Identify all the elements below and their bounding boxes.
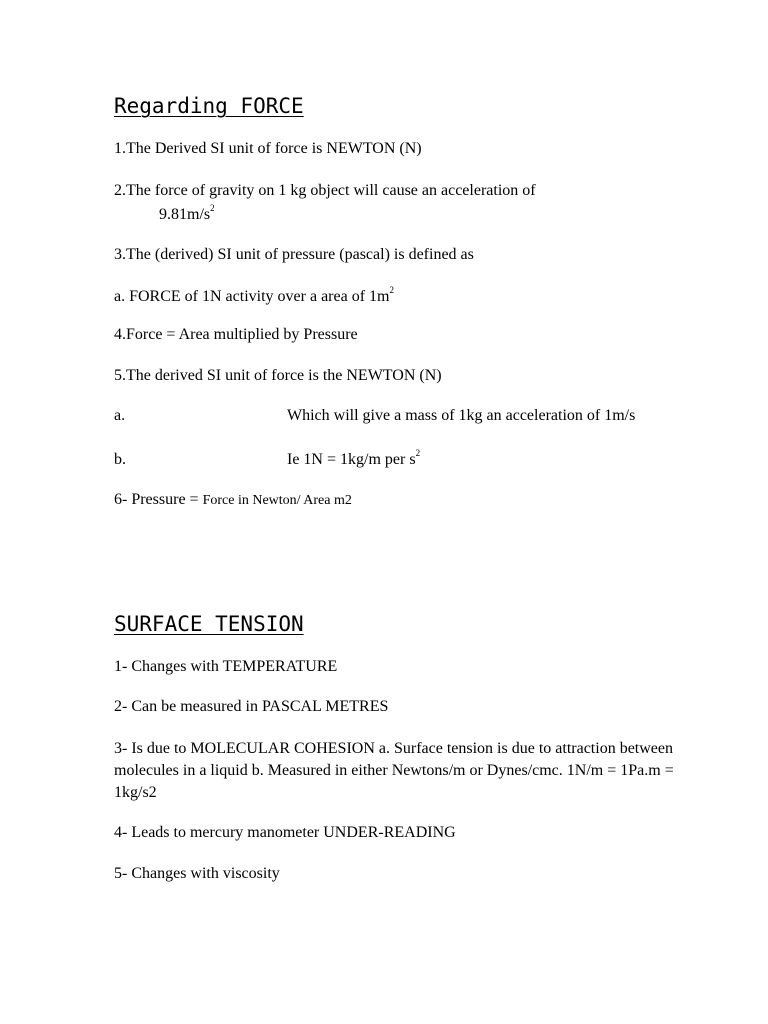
surface-tension-item-3: 3- Is due to MOLECULAR COHESION a. Surface tension is due to attraction between molecules in a liquid b. Measured in either Newtons/m or Dynes/cmc. 1N/m = 1Pa.m = 1kg/s2 (114, 740, 674, 801)
force-item-2-value (159, 205, 215, 226)
force-item-3a-text: a. FORCE of 1N activity over a area of 1m (114, 288, 390, 305)
force-item-5b-text-wrap (287, 450, 420, 471)
force-item-5b-text: Ie 1N = 1kg/m per s (287, 451, 416, 468)
force-item-5: 5.The derived SI unit of force is the NEWTON (N) (114, 367, 442, 384)
pressure-formula: Force in Newton/ Area m2 (202, 493, 352, 508)
force-item-1: 1.The Derived SI unit of force is NEWTON (N) (114, 140, 422, 157)
force-item-3a (114, 287, 394, 308)
surface-tension-item-1: 1- Changes with TEMPERATURE (114, 658, 338, 675)
force-item-3: 3.The (derived) SI unit of pressure (pascal) is defined as (114, 246, 474, 263)
superscript: 2 (415, 448, 421, 458)
heading-regarding-force: Regarding FORCE (114, 94, 304, 118)
superscript: 2 (389, 285, 394, 295)
force-item-4: 4.Force = Area multiplied by Pressure (114, 326, 358, 343)
force-item-2: 2.The force of gravity on 1 kg object will cause an acceleration of (114, 182, 536, 199)
force-item-6-prefix: 6- Pressure = (114, 491, 199, 508)
force-item-5b (114, 448, 421, 470)
superscript: 2 (210, 203, 215, 213)
heading-surface-tension: SURFACE TENSION (114, 612, 304, 636)
list-marker: b. (114, 451, 126, 468)
acceleration-value: 9.81m/s (159, 206, 211, 223)
force-item-5a-text: Which will give a mass of 1kg an acceleration of 1m/s (287, 407, 636, 424)
surface-tension-item-4: 4- Leads to mercury manometer UNDER-READING (114, 824, 456, 841)
surface-tension-item-5: 5- Changes with viscosity (114, 865, 280, 882)
surface-tension-item-2: 2- Can be measured in PASCAL METRES (114, 698, 389, 715)
list-marker: a. (114, 407, 126, 424)
force-item-6 (114, 490, 352, 511)
force-item-5a (114, 406, 636, 426)
